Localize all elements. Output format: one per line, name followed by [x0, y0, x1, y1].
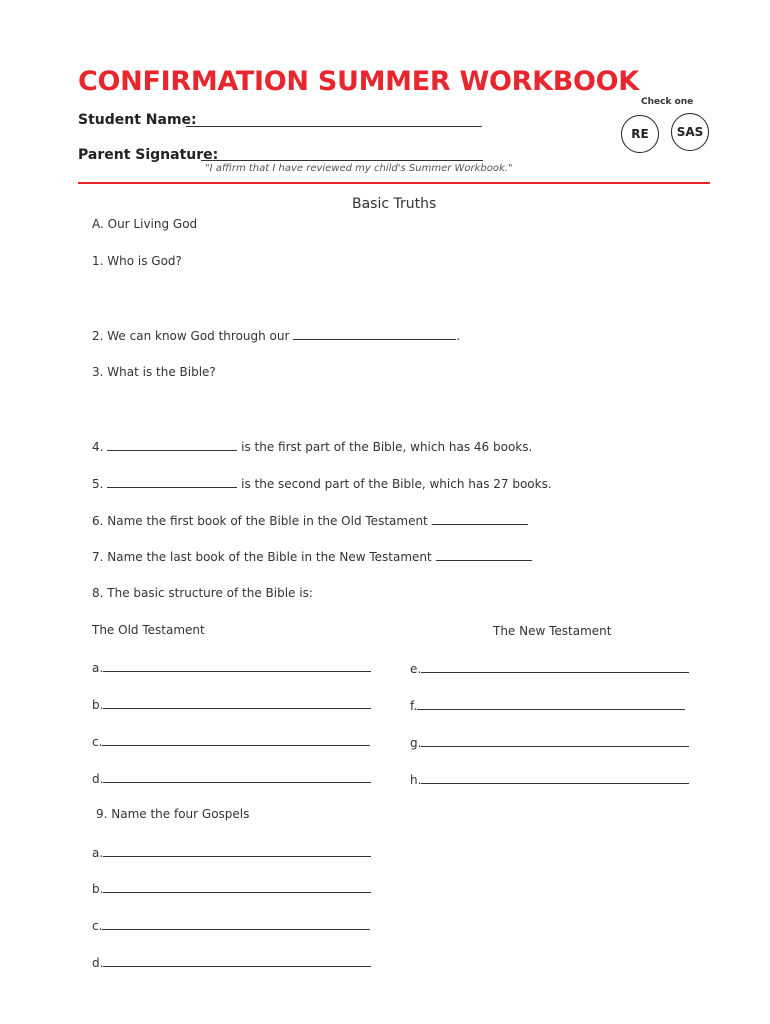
answer-blank[interactable]	[103, 771, 371, 783]
question-3: 3. What is the Bible?	[92, 365, 216, 379]
student-name-label: Student Name:	[78, 112, 197, 128]
answer-blank[interactable]	[103, 660, 371, 672]
item-letter: d.	[92, 772, 104, 786]
question-2	[92, 328, 460, 343]
header-divider	[78, 182, 710, 184]
gospel-item-d	[92, 955, 371, 970]
gospel-item-c	[92, 918, 370, 933]
question-5	[92, 476, 552, 491]
workbook-title: CONFIRMATION SUMMER WORKBOOK	[78, 66, 639, 97]
question-1: 1. Who is God?	[92, 254, 182, 268]
answer-blank[interactable]	[417, 698, 685, 710]
new-testament-item-f	[410, 698, 685, 713]
question-6-text: 6. Name the first book of the Bible in the Old Testament	[92, 514, 428, 528]
answer-blank[interactable]	[103, 697, 371, 709]
item-letter: b.	[92, 882, 104, 896]
answer-blank[interactable]	[102, 918, 370, 930]
new-testament-item-e	[410, 661, 689, 676]
item-letter: d.	[92, 956, 104, 970]
question-5-number: 5.	[92, 477, 104, 491]
item-letter: c.	[92, 735, 103, 749]
new-testament-item-g	[410, 735, 689, 750]
option-re-label: RE	[631, 127, 649, 141]
parent-signature-label: Parent Signature:	[78, 147, 219, 163]
item-letter: h.	[410, 773, 422, 787]
question-2-end: .	[456, 329, 461, 343]
option-sas-label: SAS	[676, 125, 704, 139]
item-letter: a.	[92, 661, 104, 675]
answer-blank[interactable]	[421, 772, 689, 784]
question-7	[92, 549, 532, 564]
item-letter: c.	[92, 919, 103, 933]
answer-blank[interactable]	[102, 734, 370, 746]
new-testament-item-h	[410, 772, 689, 787]
item-letter: f.	[410, 699, 418, 713]
question-4	[92, 439, 532, 454]
answer-blank[interactable]	[103, 845, 371, 857]
question-4-text: is the first part of the Bible, which has 46 books.	[241, 440, 533, 454]
question-4-number: 4.	[92, 440, 104, 454]
student-name-field[interactable]	[186, 126, 482, 127]
question-5-blank[interactable]	[107, 476, 237, 488]
old-testament-item-c	[92, 734, 370, 749]
answer-blank[interactable]	[103, 955, 371, 967]
question-2-blank[interactable]	[293, 328, 456, 340]
section-subtitle: A. Our Living God	[92, 217, 198, 231]
question-7-blank[interactable]	[436, 549, 532, 561]
old-testament-item-b	[92, 697, 371, 712]
answer-blank[interactable]	[421, 661, 689, 673]
question-9: 9. Name the four Gospels	[96, 807, 250, 821]
old-testament-item-a	[92, 660, 371, 675]
affirmation-text: "I affirm that I have reviewed my child's Summer Workbook."	[205, 163, 513, 174]
new-testament-label: The New Testament	[493, 624, 612, 638]
check-one-label: Check one	[641, 97, 694, 107]
question-4-blank[interactable]	[107, 439, 237, 451]
answer-blank[interactable]	[421, 735, 689, 747]
item-letter: e.	[410, 662, 422, 676]
item-letter: a.	[92, 846, 104, 860]
question-2-text: 2. We can know God through our	[92, 329, 290, 343]
old-testament-label: The Old Testament	[92, 623, 205, 637]
question-7-text: 7. Name the last book of the Bible in the New Testament	[92, 550, 432, 564]
item-letter: b.	[92, 698, 104, 712]
old-testament-item-d	[92, 771, 371, 786]
option-re-circle[interactable]	[621, 115, 659, 153]
gospel-item-a	[92, 845, 371, 860]
question-6	[92, 513, 528, 528]
item-letter: g.	[410, 736, 422, 750]
parent-signature-field[interactable]	[201, 160, 483, 161]
gospel-item-b	[92, 881, 371, 896]
section-title: Basic Truths	[352, 196, 437, 212]
question-8: 8. The basic structure of the Bible is:	[92, 586, 313, 600]
question-5-text: is the second part of the Bible, which has 27 books.	[241, 477, 552, 491]
answer-blank[interactable]	[103, 881, 371, 893]
option-sas-circle[interactable]	[671, 113, 709, 151]
question-6-blank[interactable]	[432, 513, 528, 525]
